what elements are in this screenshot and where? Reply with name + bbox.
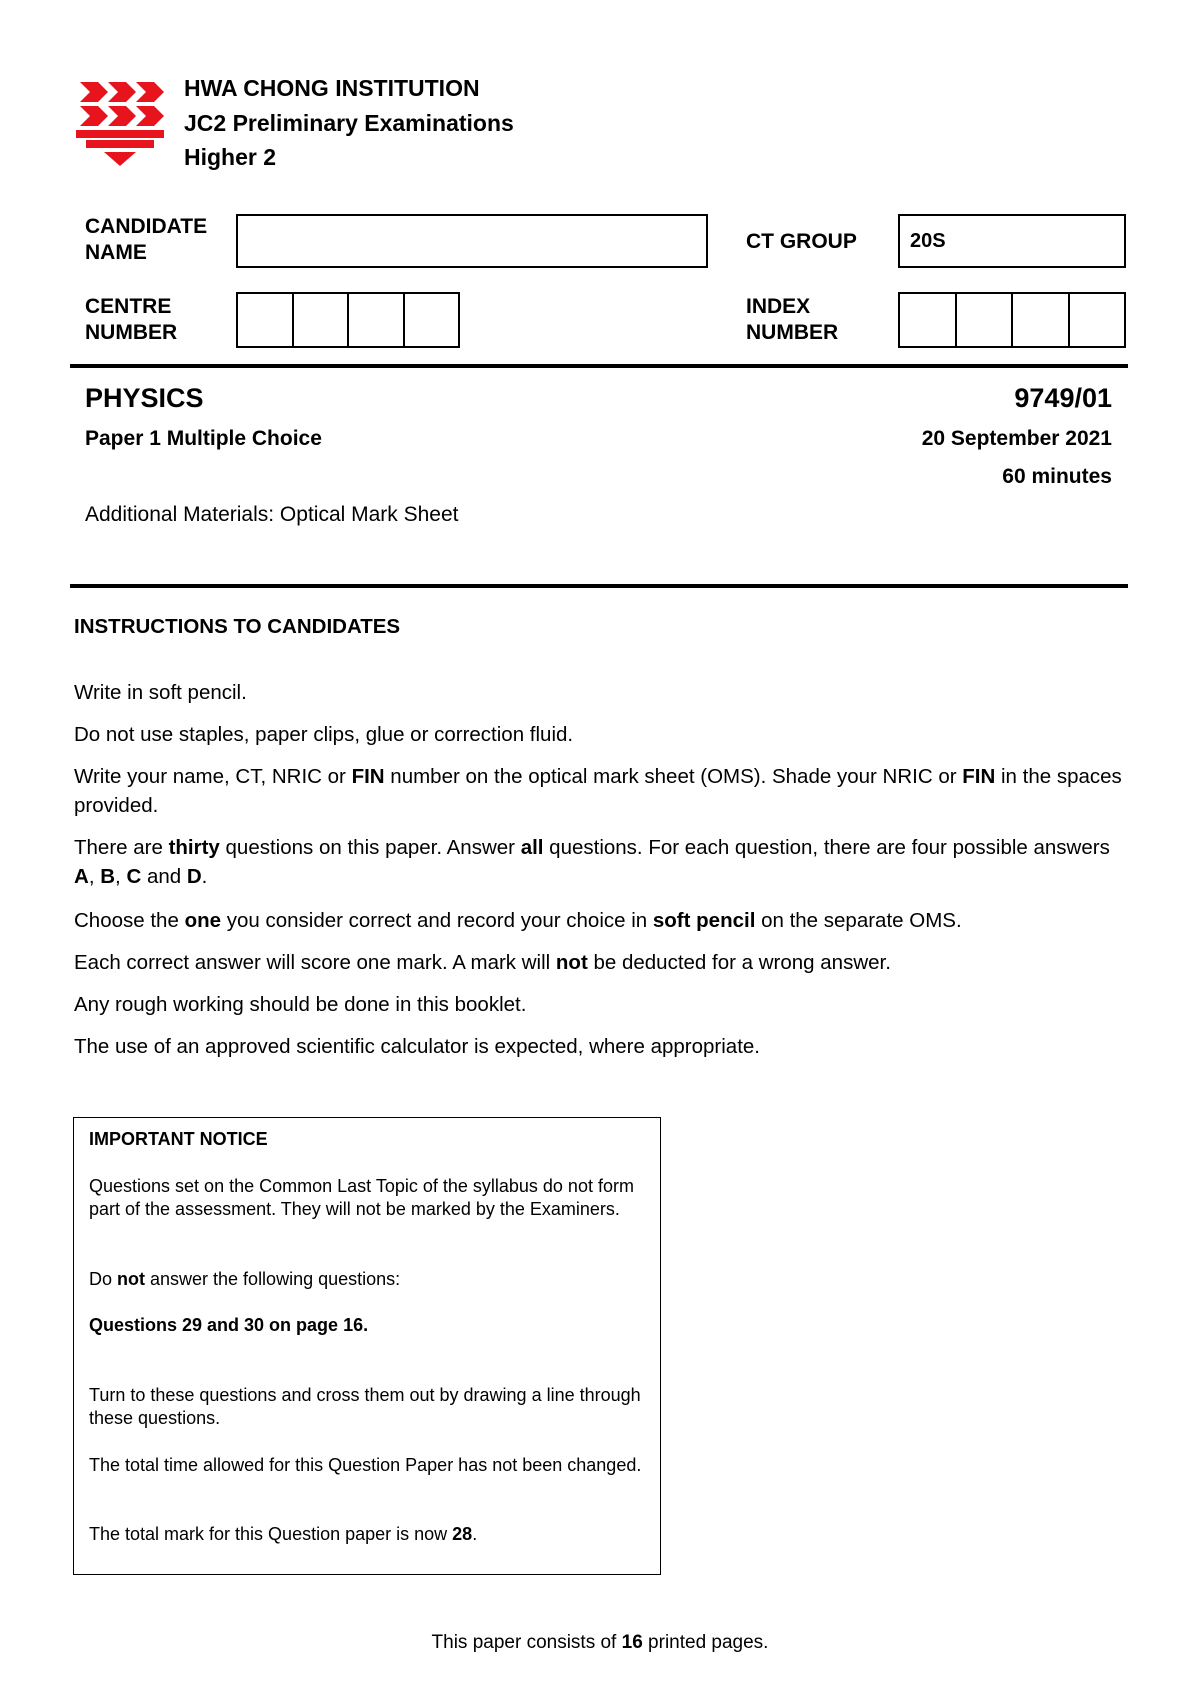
notice-time-unchanged: The total time allowed for this Question Paper has not been changed. xyxy=(89,1455,642,1475)
index-number-cell[interactable] xyxy=(900,294,957,346)
centre-number-cell[interactable] xyxy=(349,294,405,346)
instruction-write-details: Write your name, CT, NRIC or FIN number on the optical mark sheet (OMS). Shade your NRIC or FIN in the spaces provided. xyxy=(74,765,1122,817)
index-number-boxes[interactable] xyxy=(898,292,1126,348)
instruction-marking: Each correct answer will score one mark. A mark will not be deducted for a wrong answer. xyxy=(74,951,891,974)
notice-cross-out: Turn to these questions and cross them out by drawing a line through these questions. xyxy=(89,1385,641,1428)
notice-questions: Questions 29 and 30 on page 16. xyxy=(89,1315,369,1335)
page-count-footer: This paper consists of 16 printed pages. xyxy=(431,1632,769,1653)
index-number-cell[interactable] xyxy=(1013,294,1070,346)
index-number-label: INDEX NUMBER xyxy=(746,295,839,344)
instruction-choose-one: Choose the one you consider correct and record your choice in soft pencil on the separate OMS. xyxy=(74,909,962,932)
instruction-thirty-questions: There are thirty questions on this paper. Answer all questions. For each question, there are four possible answers A, B, C and D. xyxy=(74,836,1110,888)
exam-duration: 60 minutes xyxy=(1002,465,1112,488)
centre-number-cell[interactable] xyxy=(405,294,459,346)
instruction-no-staples: Do not use staples, paper clips, glue or correction fluid. xyxy=(74,723,574,746)
school-name: HWA CHONG INSTITUTION xyxy=(184,75,480,101)
important-notice-box xyxy=(73,1117,661,1575)
notice-do-not-answer: Do not answer the following questions: xyxy=(89,1269,401,1289)
notice-common-last-topic: Questions set on the Common Last Topic of the syllabus do not form part of the assessment. They will not be marked by the Examiners. xyxy=(89,1176,634,1219)
candidate-name-label: CANDIDATE NAME xyxy=(85,215,208,264)
ct-group-field[interactable]: 20S xyxy=(898,214,1126,268)
exam-level: Higher 2 xyxy=(184,144,277,170)
instruction-calculator: The use of an approved scientific calculator is expected, where appropriate. xyxy=(74,1035,760,1058)
index-number-cell[interactable] xyxy=(957,294,1014,346)
centre-number-label: CENTRE NUMBER xyxy=(85,295,178,344)
subject-title: PHYSICS xyxy=(85,383,204,413)
notice-total-mark: The total mark for this Question paper is now 28. xyxy=(89,1524,478,1544)
paper-code: 9749/01 xyxy=(1014,383,1112,413)
hwa-chong-logo-icon xyxy=(74,76,166,168)
instruction-rough-working: Any rough working should be done in this booklet. xyxy=(74,993,527,1016)
centre-number-cell[interactable] xyxy=(238,294,294,346)
instruction-pencil: Write in soft pencil. xyxy=(74,681,247,704)
candidate-name-field[interactable] xyxy=(236,214,708,268)
centre-number-boxes[interactable] xyxy=(236,292,460,348)
centre-number-cell[interactable] xyxy=(294,294,350,346)
exam-date: 20 September 2021 xyxy=(921,427,1112,450)
exam-title: JC2 Preliminary Examinations xyxy=(184,110,514,136)
index-number-cell[interactable] xyxy=(1070,294,1125,346)
additional-materials: Additional Materials: Optical Mark Sheet xyxy=(85,503,459,526)
divider xyxy=(70,364,1128,368)
instructions-heading: INSTRUCTIONS TO CANDIDATES xyxy=(74,615,401,638)
ct-group-label: CT GROUP xyxy=(746,230,857,253)
paper-title: Paper 1 Multiple Choice xyxy=(85,427,322,450)
notice-heading: IMPORTANT NOTICE xyxy=(89,1129,268,1149)
divider xyxy=(70,584,1128,588)
